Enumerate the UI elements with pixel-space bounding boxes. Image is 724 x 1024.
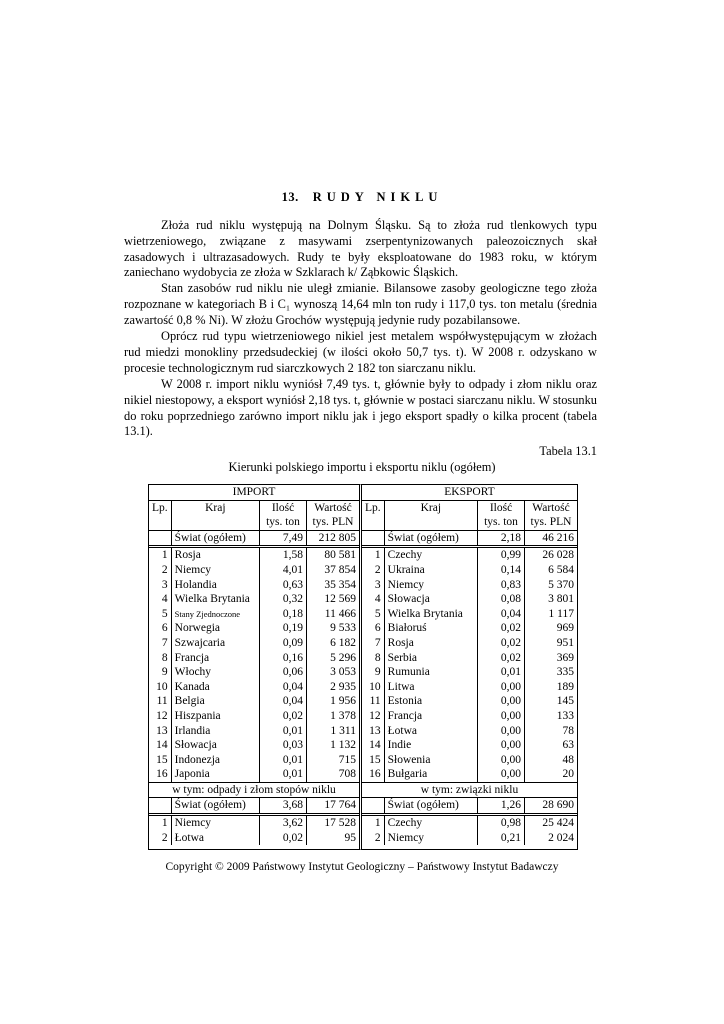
- table-row: [149, 547, 359, 563]
- row-kraj: Niemcy: [171, 563, 259, 578]
- export-heading: EKSPORT: [362, 485, 577, 500]
- row-wartosc: 5 296: [330, 651, 356, 664]
- row-wartosc: 48: [562, 753, 574, 766]
- copyright-footer: Copyright © 2009 Państwowy Instytut Geologiczny – Państwowy Instytut Badawczy: [165, 861, 559, 873]
- table-row: [362, 607, 577, 622]
- table-row: [149, 738, 359, 753]
- row-lp: 1: [362, 547, 384, 563]
- row-wartosc: 11 466: [324, 607, 356, 620]
- export-table: [359, 484, 578, 850]
- col-wartosc-header: Wartość: [314, 501, 352, 514]
- row-lp: 15: [149, 753, 171, 768]
- row-wartosc: 369: [556, 651, 574, 664]
- total-label: Świat (ogółem): [171, 530, 259, 547]
- column-unit-row: [362, 515, 577, 530]
- row-wartosc: 189: [556, 680, 574, 693]
- row-ilosc: 0,32: [260, 592, 307, 607]
- table-row: [362, 578, 577, 593]
- table-row: [149, 621, 359, 636]
- col-kraj-empty: [171, 515, 259, 530]
- sub-row-lp: 2: [149, 831, 171, 846]
- row-wartosc: 1 378: [330, 709, 356, 722]
- row-wartosc: 20: [562, 768, 574, 781]
- sub-total-lp-empty: [149, 798, 171, 815]
- row-kraj: Wielka Brytania: [171, 592, 259, 607]
- row-ilosc: 0,01: [260, 753, 307, 768]
- row-wartosc: 3 053: [330, 666, 356, 679]
- row-lp: 9: [149, 665, 171, 680]
- table-row: [149, 665, 359, 680]
- row-wartosc: 26 028: [525, 547, 578, 563]
- row-wartosc: 1 311: [330, 724, 356, 737]
- sub-row-ilosc: 0,02: [260, 831, 307, 846]
- row-ilosc: 0,00: [478, 738, 525, 753]
- column-header-row: [362, 500, 577, 515]
- sub-row-ilosc: 0,21: [478, 831, 525, 846]
- row-wartosc: 80 581: [307, 547, 360, 563]
- row-ilosc: 0,04: [260, 694, 307, 709]
- row-ilosc: 0,03: [260, 738, 307, 753]
- row-wartosc: 708: [338, 768, 356, 781]
- row-lp: 14: [362, 738, 384, 753]
- row-ilosc: 0,02: [478, 651, 525, 666]
- table-row: [149, 694, 359, 709]
- row-ilosc: 0,00: [478, 724, 525, 739]
- table-row: [362, 651, 577, 666]
- table-row: [149, 709, 359, 724]
- row-lp: 9: [362, 665, 384, 680]
- sub-total-label: Świat (ogółem): [171, 798, 259, 815]
- sub-total-lp-empty: [362, 798, 384, 815]
- table-row: [149, 767, 359, 782]
- chapter-title: [0, 190, 724, 205]
- row-kraj: Francja: [171, 651, 259, 666]
- row-ilosc: 0,14: [478, 563, 525, 578]
- row-lp: 4: [149, 592, 171, 607]
- col-wartosc-header: Wartość: [532, 501, 570, 514]
- row-wartosc: 9 533: [330, 622, 356, 635]
- row-lp: 3: [149, 578, 171, 593]
- import-table: [148, 484, 360, 850]
- total-ilosc: 7,49: [260, 530, 307, 547]
- table-row: [362, 547, 577, 563]
- total-lp-empty: [362, 530, 384, 547]
- row-lp: 13: [362, 724, 384, 739]
- export-heading-row: [362, 485, 577, 500]
- row-kraj: Białoruś: [384, 621, 477, 636]
- sub-note-row: [149, 782, 359, 798]
- row-lp: 6: [362, 621, 384, 636]
- row-ilosc: 0,00: [478, 767, 525, 782]
- table-row: [362, 767, 577, 782]
- table-row: [362, 738, 577, 753]
- col-kraj-empty: [384, 515, 477, 530]
- table-caption: Kierunki polskiego importu i eksportu niklu (ogółem): [228, 460, 496, 474]
- row-wartosc: 1 132: [330, 739, 356, 752]
- table-label: Tabela 13.1: [539, 444, 597, 458]
- row-wartosc: 37 854: [324, 563, 356, 576]
- row-kraj: Irlandia: [171, 724, 259, 739]
- row-kraj: Indie: [384, 738, 477, 753]
- total-wartosc: 46 216: [525, 530, 578, 547]
- row-lp: 11: [362, 694, 384, 709]
- sub-row-kraj: Łotwa: [171, 831, 259, 846]
- total-lp-empty: [149, 530, 171, 547]
- row-ilosc: 0,00: [478, 680, 525, 695]
- row-kraj: Bułgaria: [384, 767, 477, 782]
- table-row: [149, 680, 359, 695]
- sub-total-wartosc: 28 690: [542, 799, 574, 812]
- row-lp: 11: [149, 694, 171, 709]
- row-ilosc: 0,08: [478, 592, 525, 607]
- table-row: [362, 680, 577, 695]
- row-ilosc: 0,00: [478, 709, 525, 724]
- row-lp: 12: [362, 709, 384, 724]
- sub-row-kraj: Niemcy: [171, 815, 259, 831]
- paragraph-1: Złoża rud niklu występują na Dolnym Śląsku. Są to złoża rud tlenkowych typu wietrzeniowego, związane z masywami zserpentynizowanych paleozoicznych skał zasadowych i ultrazasadowych. Rudy te były eksploatowane do 1983 roku, w którym zaniechano wydobycia ze złoża w Szklarach k/ Ząbkowic Śląskich.: [124, 218, 597, 280]
- row-ilosc: 0,02: [478, 636, 525, 651]
- row-kraj: Japonia: [171, 767, 259, 782]
- table-row: [362, 709, 577, 724]
- table-row: [362, 665, 577, 680]
- row-ilosc: 0,18: [260, 607, 307, 622]
- row-lp: 7: [362, 636, 384, 651]
- row-ilosc: 0,02: [260, 709, 307, 724]
- row-kraj: Norwegia: [171, 621, 259, 636]
- row-lp: 16: [149, 767, 171, 782]
- table-row: [149, 724, 359, 739]
- paragraph-2: Stan zasobów rud niklu nie uległ zmianie. Bilansowe zasoby geologiczne tego złoża rozpoznane w kategoriach B i C₁ wynoszą 14,64 mln ton rudy i 117,0 tys. ton metalu (średnia zawartość 0,8 % Ni). W złożu Grochów występują jedynie rudy pozabilansowe.: [124, 281, 597, 327]
- row-kraj: Szwajcaria: [171, 636, 259, 651]
- total-row: [149, 530, 359, 547]
- row-lp: 5: [362, 607, 384, 622]
- table-row: [362, 694, 577, 709]
- row-ilosc: 0,16: [260, 651, 307, 666]
- row-kraj: Stany Zjednoczone: [171, 607, 259, 622]
- col-kraj-header: Kraj: [384, 500, 477, 515]
- col-kraj-header: Kraj: [171, 500, 259, 515]
- row-lp: 10: [149, 680, 171, 695]
- col-lp-header: Lp.: [362, 500, 384, 515]
- row-kraj: Kanada: [171, 680, 259, 695]
- row-wartosc: 2 935: [330, 680, 356, 693]
- sub-total-ilosc: 1,26: [478, 798, 525, 815]
- table-row: [362, 592, 577, 607]
- row-kraj: Słowacja: [171, 738, 259, 753]
- table-row: [362, 563, 577, 578]
- row-ilosc: 0,01: [260, 724, 307, 739]
- row-kraj: Słowenia: [384, 753, 477, 768]
- row-kraj: Holandia: [171, 578, 259, 593]
- row-kraj: Belgia: [171, 694, 259, 709]
- row-wartosc: 969: [556, 622, 574, 635]
- row-kraj: Rosja: [384, 636, 477, 651]
- sub-note: w tym: odpady i złom stopów niklu: [149, 782, 359, 798]
- row-wartosc: 6 584: [548, 563, 574, 576]
- row-wartosc: 715: [338, 753, 356, 766]
- table-row: [149, 651, 359, 666]
- col-wartosc-unit: tys. PLN: [307, 515, 360, 530]
- col-wartosc-unit: tys. PLN: [525, 515, 578, 530]
- total-row: [362, 530, 577, 547]
- col-lp-header: Lp.: [149, 500, 171, 515]
- row-kraj: Łotwa: [384, 724, 477, 739]
- table-row: [362, 636, 577, 651]
- row-wartosc: 5 370: [548, 578, 574, 591]
- chapter-title-text: RUDY NIKLU: [312, 190, 443, 204]
- row-kraj: Niemcy: [384, 578, 477, 593]
- row-lp: 5: [149, 607, 171, 622]
- row-ilosc: 1,58: [260, 547, 307, 563]
- table-row: [149, 563, 359, 578]
- row-lp: 4: [362, 592, 384, 607]
- row-ilosc: 0,04: [260, 680, 307, 695]
- row-wartosc: 1 956: [330, 695, 356, 708]
- row-kraj: Rosja: [171, 547, 259, 563]
- row-wartosc: 63: [562, 739, 574, 752]
- table-row: [362, 621, 577, 636]
- sub-row-ilosc: 3,62: [260, 815, 307, 831]
- row-ilosc: 0,01: [260, 767, 307, 782]
- row-kraj: Hiszpania: [171, 709, 259, 724]
- row-lp: 14: [149, 738, 171, 753]
- row-wartosc: 78: [562, 724, 574, 737]
- row-ilosc: 0,09: [260, 636, 307, 651]
- sub-total-row: [149, 798, 359, 815]
- sub-row-lp: 2: [362, 831, 384, 846]
- row-lp: 1: [149, 547, 171, 563]
- row-lp: 2: [362, 563, 384, 578]
- total-ilosc: 2,18: [478, 530, 525, 547]
- row-kraj: Rumunia: [384, 665, 477, 680]
- sub-note: w tym: związki niklu: [362, 782, 577, 798]
- import-heading: IMPORT: [149, 485, 359, 500]
- row-wartosc: 35 354: [324, 578, 356, 591]
- row-kraj: Indonezja: [171, 753, 259, 768]
- row-lp: 12: [149, 709, 171, 724]
- paragraph-4: W 2008 r. import niklu wyniósł 7,49 tys. t, głównie były to odpady i złom niklu oraz nikiel niestopowy, a eksport wyniósł 2,18 tys. t, głównie w postaci siarczanu niklu. W stosunku do roku poprzedniego zarówno import niklu jak i jego eksport spadły o kilka procent (tabela 13.1).: [124, 377, 597, 439]
- sub-table-row: [362, 815, 577, 831]
- row-ilosc: 0,99: [478, 547, 525, 563]
- paragraph-3: Oprócz rud typu wietrzeniowego nikiel jest metalem współwystępującym w złożach rud miedzi monokliny przedsudeckiej (w ilości około 50,7 tys. t). W 2008 r. odzyskano w procesie technologicznym rud siarczkowych 2 182 ton siarczanu niklu.: [124, 329, 597, 375]
- row-lp: 8: [362, 651, 384, 666]
- sub-row-kraj: Czechy: [384, 815, 477, 831]
- row-ilosc: 4,01: [260, 563, 307, 578]
- row-wartosc: 3 801: [548, 593, 574, 606]
- row-wartosc: 951: [556, 636, 574, 649]
- row-kraj: Serbia: [384, 651, 477, 666]
- row-lp: 8: [149, 651, 171, 666]
- table-row: [149, 753, 359, 768]
- sub-table-row: [149, 815, 359, 831]
- col-lp-empty: [149, 515, 171, 530]
- row-kraj: Estonia: [384, 694, 477, 709]
- row-kraj: Francja: [384, 709, 477, 724]
- row-lp: 2: [149, 563, 171, 578]
- trade-tables: [148, 484, 574, 852]
- import-heading-row: [149, 485, 359, 500]
- sub-total-label: Świat (ogółem): [384, 798, 477, 815]
- row-lp: 7: [149, 636, 171, 651]
- table-row: [149, 578, 359, 593]
- sub-row-wartosc: 2 024: [548, 831, 574, 844]
- row-ilosc: 0,00: [478, 753, 525, 768]
- col-ilosc-header: Ilość: [260, 500, 307, 515]
- col-ilosc-header: Ilość: [478, 500, 525, 515]
- total-label: Świat (ogółem): [384, 530, 477, 547]
- row-kraj: Litwa: [384, 680, 477, 695]
- row-ilosc: 0,19: [260, 621, 307, 636]
- sub-total-row: [362, 798, 577, 815]
- sub-row-lp: 1: [362, 815, 384, 831]
- total-wartosc: 212 805: [307, 530, 360, 547]
- table-row: [149, 636, 359, 651]
- sub-row-kraj: Niemcy: [384, 831, 477, 846]
- row-kraj: Słowacja: [384, 592, 477, 607]
- table-row: [362, 753, 577, 768]
- row-wartosc: 133: [556, 709, 574, 722]
- row-lp: 3: [362, 578, 384, 593]
- row-wartosc: 12 569: [324, 593, 356, 606]
- sub-row-wartosc: 95: [344, 831, 356, 844]
- col-ilosc-unit: tys. ton: [478, 515, 525, 530]
- sub-row-wartosc: 17 528: [307, 815, 360, 831]
- row-ilosc: 0,63: [260, 578, 307, 593]
- table-row: [362, 724, 577, 739]
- row-kraj: Włochy: [171, 665, 259, 680]
- sub-row-wartosc: 25 424: [525, 815, 578, 831]
- col-ilosc-unit: tys. ton: [260, 515, 307, 530]
- row-kraj: Wielka Brytania: [384, 607, 477, 622]
- row-ilosc: 0,06: [260, 665, 307, 680]
- chapter-number: 13.: [281, 190, 299, 204]
- column-header-row: [149, 500, 359, 515]
- row-wartosc: 335: [556, 666, 574, 679]
- row-ilosc: 0,04: [478, 607, 525, 622]
- row-kraj: Czechy: [384, 547, 477, 563]
- row-wartosc: 145: [556, 695, 574, 708]
- row-lp: 16: [362, 767, 384, 782]
- sub-row-ilosc: 0,98: [478, 815, 525, 831]
- sub-note-row: [362, 782, 577, 798]
- sub-table-row: [149, 831, 359, 846]
- row-wartosc: 1 117: [548, 607, 574, 620]
- row-ilosc: 0,01: [478, 665, 525, 680]
- table-row: [149, 607, 359, 622]
- column-unit-row: [149, 515, 359, 530]
- col-lp-empty: [362, 515, 384, 530]
- row-lp: 10: [362, 680, 384, 695]
- table-row: [149, 592, 359, 607]
- row-ilosc: 0,02: [478, 621, 525, 636]
- sub-total-ilosc: 3,68: [260, 798, 307, 815]
- row-lp: 15: [362, 753, 384, 768]
- row-ilosc: 0,00: [478, 694, 525, 709]
- row-lp: 6: [149, 621, 171, 636]
- sub-table-row: [362, 831, 577, 846]
- row-kraj: Ukraina: [384, 563, 477, 578]
- sub-row-lp: 1: [149, 815, 171, 831]
- sub-total-wartosc: 17 764: [324, 799, 356, 812]
- row-lp: 13: [149, 724, 171, 739]
- row-wartosc: 6 182: [330, 636, 356, 649]
- row-ilosc: 0,83: [478, 578, 525, 593]
